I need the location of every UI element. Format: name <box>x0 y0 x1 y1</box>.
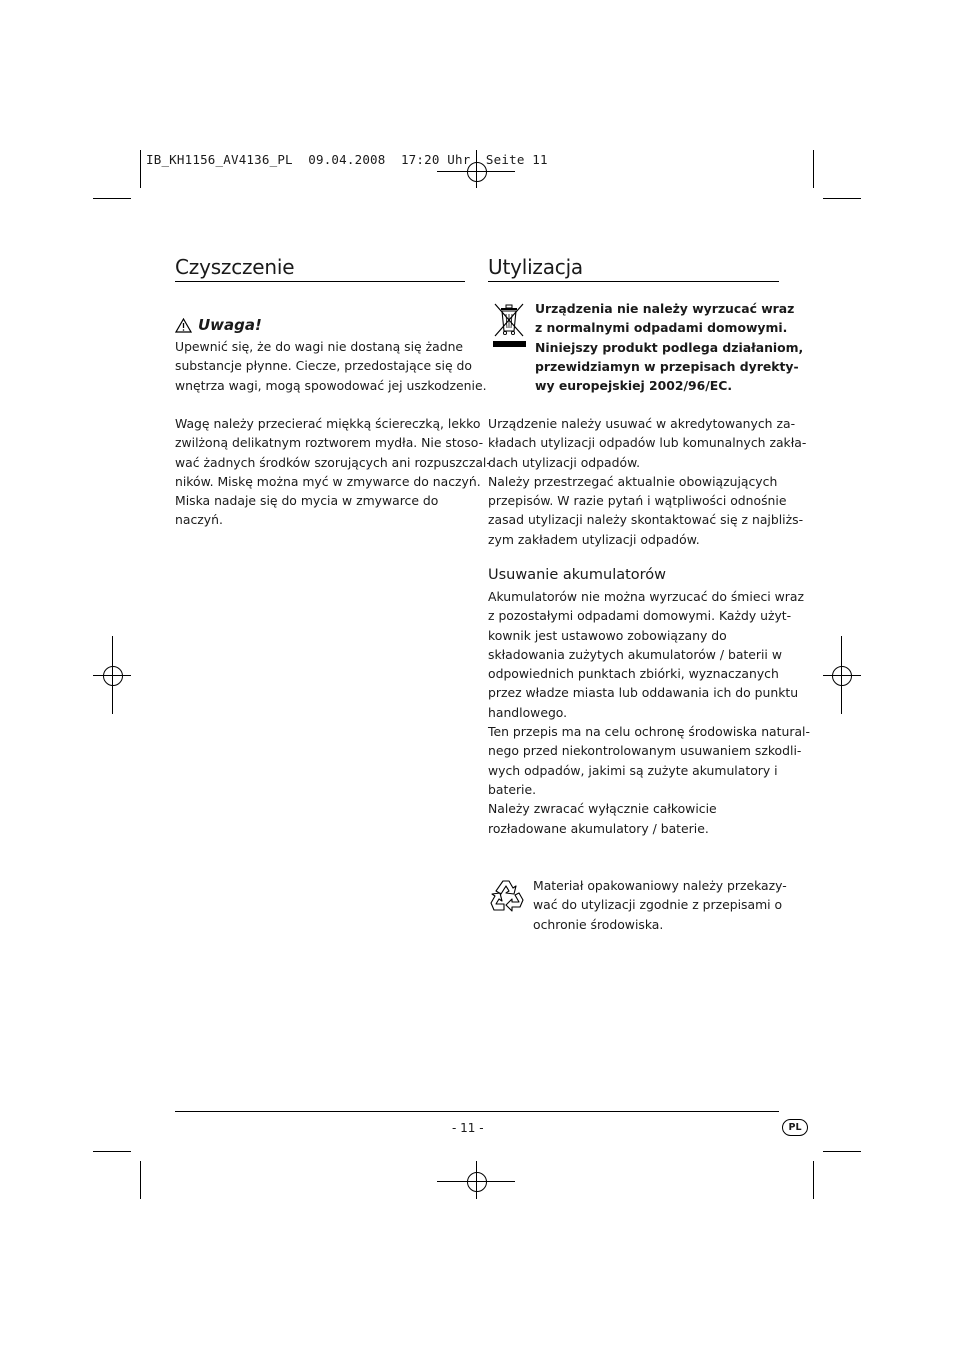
text-line: zasad utylizacji należy skontaktować się z najbliżs- <box>488 512 804 528</box>
text-line: nego przed niekontrolowanym usuwaniem szkodli- <box>488 743 802 759</box>
text-line: wnętrza wagi, mogą spowodować jej uszkodzenie. <box>175 377 487 393</box>
text-line: przez władze miasta lub oddawania ich do punktu <box>488 685 799 701</box>
text-line: wy europejskiej 2002/96/EC. <box>535 378 733 394</box>
text-line: przepisów. W razie pytań i wątpliwości odnośnie <box>488 493 787 509</box>
text-line: Ten przepis ma na celu ochronę środowiska natural- <box>488 724 810 740</box>
recycle-icon <box>489 876 529 916</box>
warning-title: Uwaga! <box>198 316 262 334</box>
battery-heading: Usuwanie akumulatorów <box>488 567 667 583</box>
warning-heading <box>175 316 262 334</box>
text-line: handlowego. <box>488 704 568 720</box>
text-line: zym zakładem utylizacji odpadów. <box>488 531 700 547</box>
warning-text <box>175 337 487 395</box>
text-line: wać do utylizacji zgodnie z przepisami o <box>533 897 783 913</box>
text-line: dach utylizacji odpadów. <box>488 454 641 470</box>
text-line: substancje płynne. Ciecze, przedostające się do <box>175 358 472 374</box>
weee-text <box>535 299 803 395</box>
disposal-text <box>488 414 806 549</box>
footer-rule <box>175 1111 779 1112</box>
text-line: z pozostałymi odpadami domowymi. Każdy użyt- <box>488 608 792 624</box>
crossed-bin-icon <box>490 300 528 350</box>
text-line: Akumulatorów nie można wyrzucać do śmieci wraz <box>488 589 804 604</box>
text-line: wać żadnych środków szorujących ani rozpuszczal- <box>175 454 491 470</box>
text-line: kładach utylizacji odpadów lub komunalnych zakła- <box>488 435 807 451</box>
text-line: ochronie środowiska. <box>533 916 664 932</box>
text-line: Urządzenie należy usuwać w akredytowanych za- <box>488 416 796 431</box>
language-badge: PL <box>782 1119 808 1136</box>
text-line: Urządzenia nie należy wyrzucać wraz <box>535 301 795 316</box>
print-slug: IB_KH1156_AV4136_PL 09.04.2008 17:20 Uhr Seite 11 <box>146 152 548 167</box>
cleaning-title-rule <box>175 281 465 282</box>
text-line: Należy przestrzegać aktualnie obowiązujących <box>488 473 778 489</box>
text-line: baterie. <box>488 781 537 797</box>
text-line: naczyń. <box>175 512 223 528</box>
text-line: odpowiednich punktach zbiórki, wyznaczanych <box>488 666 779 682</box>
text-line: Upewnić się, że do wagi nie dostaną się żadne <box>175 339 464 354</box>
text-line: z normalnymi odpadami domowymi. <box>535 320 788 336</box>
text-line: Należy zwracać wyłącznie całkowicie <box>488 801 717 817</box>
text-line: ników. Miskę można myć w zmywarce do naczyń. <box>175 473 481 489</box>
cleaning-title: Czyszczenie <box>175 255 295 279</box>
cleaning-text <box>175 414 491 530</box>
text-line: składowania zużytych akumulatorów / baterii w <box>488 646 782 662</box>
disposal-title-rule <box>488 281 779 282</box>
disposal-title: Utylizacja <box>488 255 583 279</box>
warning-triangle-icon <box>175 318 192 333</box>
text-line: rozładowane akumulatory / baterie. <box>488 820 709 836</box>
text-line: Wagę należy przecierać miękką ściereczką, lekko <box>175 416 481 431</box>
page-number: - 11 - <box>452 1121 484 1135</box>
text-line: Niniejszy produkt podlega działaniom, <box>535 339 804 355</box>
text-line: zwilżoną delikatnym roztworem mydła. Nie stoso- <box>175 435 484 451</box>
text-line: przewidziamyn w przepisach dyrekty- <box>535 358 799 374</box>
battery-text <box>488 587 810 838</box>
recycle-text <box>533 876 787 934</box>
text-line: wych odpadów, jakimi są zużyte akumulatory i <box>488 762 778 778</box>
text-line: kownik jest ustawowo zobowiązany do <box>488 627 727 643</box>
text-line: Miska nadaje się do mycia w zmywarce do <box>175 493 439 509</box>
text-line: Materiał opakowaniowy należy przekazy- <box>533 878 787 893</box>
